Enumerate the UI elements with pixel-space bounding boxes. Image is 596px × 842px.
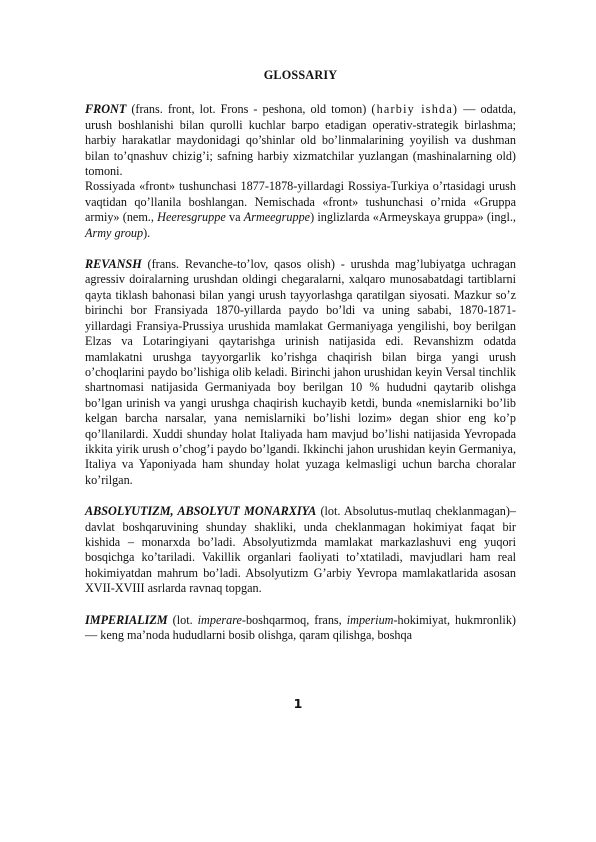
document-page (85, 60, 516, 659)
imperializm-imperium: imperium (346, 612, 394, 627)
term-front: FRONT (85, 102, 127, 117)
front-def-spaced: (harbiy ishda) (371, 102, 459, 117)
front-def-part1: (frans. front, lot. Frons - peshona, old tomon) (126, 102, 372, 117)
front-heeresgruppe: Heeresgruppe (157, 210, 226, 225)
page-title: GLOSSARIY (263, 68, 338, 82)
front-history-b: va (225, 210, 244, 225)
glossary-entry-revansh (85, 257, 516, 488)
glossary-entry-absolyutizm (85, 504, 516, 596)
revansh-definition (85, 257, 516, 488)
term-revansh: REVANSH (85, 257, 142, 272)
front-history (85, 179, 516, 241)
front-army-group: Army group (85, 225, 144, 240)
absolyutizm-def: (lot. Absolutus-mutlaq cheklanmagan)–davlat boshqaruvining shunday shakliki, unda cheklanmagan hokimiyat faqat bir kishida – monarxda bo’ladi. Absolyutizmda mamlakat markazlashuvi eng yuqori bosqichga ko’tariladi. Vakillik organlari faoliyati to’xtatiladi, mavjudlari ham real hokimiyatdan mahrum bo’ladi. Absolyutizm G’arbiy Yevropa mamlakatlarida asosan XVII-XVIII asrlarda ravnaq topgan. (85, 504, 516, 596)
front-history-a: Rossiyada «front» tushunchasi 1877-1878-yillardagi Rossiya-Turkiya o’rtasidagi urush vaqtidan qo’llanila boshlangan. Nemischada «front» tushunchasi o’rnida «Gruppa armiy» (nem., (85, 179, 516, 225)
page-number: 1 (293, 696, 303, 711)
front-def-part2: — odatda, urush boshlanishi bilan qurolli kuchlar barpo etadigan operativ-strategik birlashma; harbiy harakatlar maydonidagi qo’shinlar old bo’linmalarining yoyilish va dushman bilan to’qnashuv chizig’i; safning harbiy xizmatchilar yuzlangan (mashinalarning old) tomoni. (85, 102, 516, 179)
imperializm-def3: -hokimiyat, hukmronlik) — keng ma’noda hududlarni bosib olishga, qaram qilishga, boshqa (85, 612, 516, 642)
glossary-entry-front (85, 102, 516, 241)
imperializm-def2: -boshqarmoq, frans, (241, 612, 347, 627)
imperializm-definition (85, 613, 516, 644)
term-absolyutizm: ABSOLYUTIZM, ABSOLYUT MONARXIYA (85, 504, 317, 519)
imperializm-imperare: imperare (197, 612, 242, 627)
front-armeegruppe: Armeegruppe (243, 210, 311, 225)
revansh-def: (frans. Revanche-to’lov, qasos olish) - urushda mag’lubiyatga uchragan agressiv doiralarning urushdan oldingi chegaralarni, xalqaro munosabatdagi tartiblarni qayta tiklash bahonasi bilan yangi urush tayyorlashga qaratilgan siyosati. Mazkur so’z birinchi bor Fransiyada 1870-yillarda paydo bo’ldi va uning sababi, 1870-1871-yillardagi Fransiya-Prussiya urushida mamlakat Germaniyaga yengilishi, boy berilgan Elzas va Lotaringiyani qaytarishga urinish natijasida edi. Revanshizm odatda mamlakatni urushga tayyorgarlik ko’rishga chaqirish bilan birga yangi urush o’choqlarini paydo bo’lishiga olib keladi. Birinchi jahon urushidan keyin Versal tinchlik shartnomasi natijasida Germaniyada boy berilgan 10 % hududni qaytarib olishga bo’lgan urinish va yangi urushga chaqirish kuchayib ketdi, bunda «nemislarniki bo’lib kelgan barcha narsalar, yana nemislarniki bo’lishi lozim» degan shior eng ko’p qo’llanilardi. Xuddi shunday holat Italiyada ham mavjud bo’lishi natijasida Yevropada ikkita yirik urush o’chog’i paydo bo’lgandi. Ikkinchi jahon urushidan keyin Germaniya, Italiya va Yaponiyada ham shunday holat yuzaga kelmasligi uchun barcha choralar ko’rilgan. (85, 257, 516, 487)
term-imperializm: IMPERIALIZM (85, 612, 168, 627)
front-history-d: ). (143, 225, 151, 240)
glossary-entry-imperializm (85, 613, 516, 644)
imperializm-def1: (lot. (167, 612, 198, 627)
front-definition (85, 102, 516, 179)
absolyutizm-definition (85, 504, 516, 596)
front-history-c: ) inglizlarda «Armeyskaya gruppa» (ingl., (310, 210, 516, 225)
